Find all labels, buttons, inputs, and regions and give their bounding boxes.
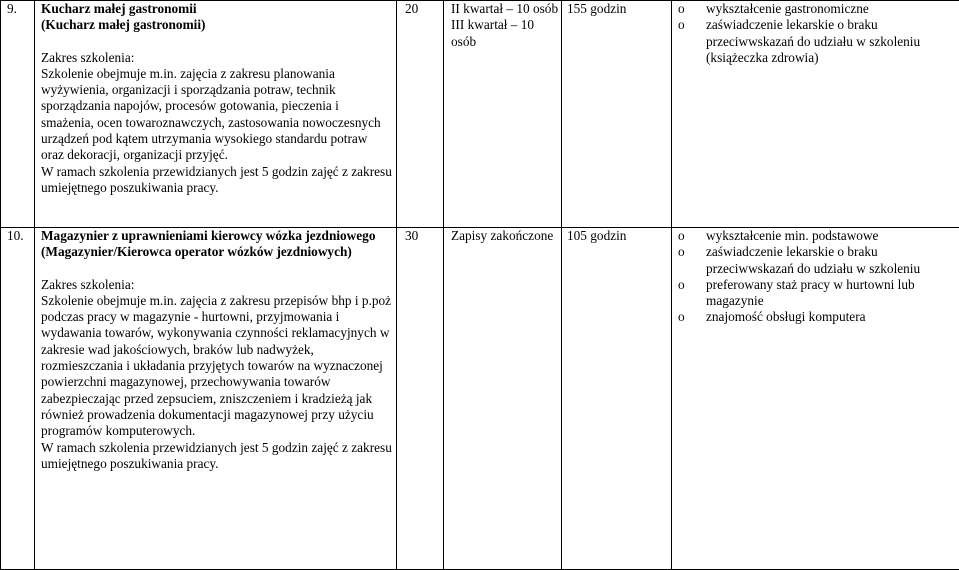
list-item: o zaświadczenie lekarskie o braku przeciwwskazań do udziału w szkoleniu <box>678 244 921 276</box>
row-number-cell <box>1 1 35 228</box>
table-row <box>1 1 959 228</box>
term-line: Zapisy zakończone <box>451 228 554 243</box>
course-hours: 105 godzin <box>567 228 627 243</box>
requirements-list <box>678 228 959 326</box>
participants-count: 30 <box>405 228 419 243</box>
bullet-icon: o <box>678 244 685 260</box>
course-description-cell <box>35 228 397 570</box>
scope-text: Szkolenie obejmuje m.in. zajęcia z zakresu przepisów bhp i p.poż podczas pracy w magazynie - hurtowni, przyjmowania i wydawania towarów, wykonywania czynności reklamacyjnych w zakresie wad jakościowych, braków lub nadwyżek, rozmieszczania i układania przyjętych towarów na wyznaczonej powierzchni magazynowej, przechowywania towarów zabezpieczając przed zepsuciem, zniszczeniem i kradzieżą jak również prowadzenia dokumentacji magazynowej przy użyciu programów komputerowych. <box>41 292 392 439</box>
list-item: o wykształcenie gastronomiczne <box>678 1 869 16</box>
hours-cell <box>562 1 672 228</box>
requirements-cell <box>672 1 959 228</box>
requirements-cell <box>672 228 959 570</box>
term-cell <box>444 228 562 570</box>
hours-cell <box>562 228 672 570</box>
requirements-list <box>678 1 959 66</box>
course-title: Magazynier z uprawnieniami kierowcy wózka jezdniowego <box>41 228 376 243</box>
row-number: 9. <box>7 1 17 16</box>
participants-count: 20 <box>405 1 419 16</box>
course-description-cell <box>35 1 397 228</box>
list-item: o wykształcenie min. podstawowe <box>678 228 879 243</box>
participants-count-cell <box>397 228 444 570</box>
bullet-icon: o <box>678 17 685 33</box>
course-hours: 155 godzin <box>567 1 627 16</box>
table-row <box>1 228 959 570</box>
row-number-cell <box>1 228 35 570</box>
scope-text: Szkolenie obejmuje m.in. zajęcia z zakresu planowania wyżywienia, organizacji i sporządzania potraw, technik sporządzania napojów, procesów gotowania, pieczenia i smażenia, ocen towaroznawczych, zastosowania nowoczesnych urządzeń pod kątem utrzymania wysokiego standardu potraw oraz dekoracji, organizacji przyjęć. <box>41 65 381 163</box>
scope-label: Zakres szkolenia: <box>41 49 135 65</box>
course-title: Kucharz małej gastronomii <box>41 1 197 16</box>
list-item: o zaświadczenie lekarskie o braku przeciwwskazań do udziału w szkoleniu (książeczka zdrowia) <box>678 17 921 65</box>
term-line: III kwartał – 10 osób <box>451 17 535 49</box>
row-number: 10. <box>7 228 24 243</box>
term-cell <box>444 1 562 228</box>
bullet-icon: o <box>678 309 685 325</box>
bullet-icon: o <box>678 276 685 292</box>
term-line: II kwartał – 10 osób <box>451 1 559 16</box>
job-search-note: W ramach szkolenia przewidzianych jest 5 godzin zajęć z zakresu umiejętnego poszukiwania pracy. <box>41 163 392 195</box>
list-item: o znajomość obsługi komputera <box>678 309 866 325</box>
bullet-icon: o <box>678 228 685 243</box>
participants-count-cell <box>397 1 444 228</box>
scope-label: Zakres szkolenia: <box>41 276 135 292</box>
course-subtitle: (Magazynier/Kierowca operator wózków jezdniowych) <box>41 244 352 260</box>
job-search-note: W ramach szkolenia przewidzianych jest 5 godzin zajęć z zakresu umiejętnego poszukiwania pracy. <box>41 439 392 471</box>
list-item: o preferowany staż pracy w hurtowni lub magazynie <box>678 276 915 309</box>
bullet-icon: o <box>678 1 685 16</box>
course-subtitle: (Kucharz małej gastronomii) <box>41 17 206 33</box>
